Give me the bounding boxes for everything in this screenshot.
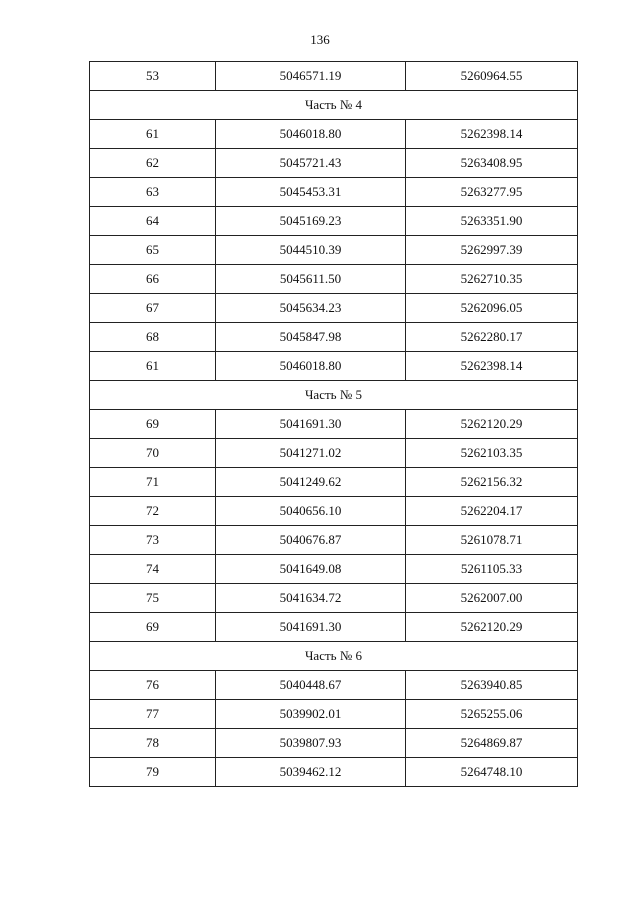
- table-row: [90, 526, 578, 555]
- y-coordinate-cell: 5262096.05: [406, 294, 578, 323]
- y-coordinate-cell: 5261105.33: [406, 555, 578, 584]
- table-row: [90, 62, 578, 91]
- y-coordinate-cell: 5262398.14: [406, 120, 578, 149]
- section-header-row: [90, 642, 578, 671]
- coordinates-table-body: [90, 62, 578, 787]
- table-row: [90, 178, 578, 207]
- point-number-cell: 77: [90, 700, 216, 729]
- y-coordinate-cell: 5262204.17: [406, 497, 578, 526]
- x-coordinate-cell: 5046571.19: [216, 62, 406, 91]
- table-row: [90, 294, 578, 323]
- point-number-cell: 75: [90, 584, 216, 613]
- x-coordinate-cell: 5046018.80: [216, 120, 406, 149]
- y-coordinate-cell: 5263940.85: [406, 671, 578, 700]
- y-coordinate-cell: 5263277.95: [406, 178, 578, 207]
- y-coordinate-cell: 5263408.95: [406, 149, 578, 178]
- x-coordinate-cell: 5041271.02: [216, 439, 406, 468]
- x-coordinate-cell: 5045634.23: [216, 294, 406, 323]
- table-row: [90, 120, 578, 149]
- section-header-row: [90, 91, 578, 120]
- y-coordinate-cell: 5262103.35: [406, 439, 578, 468]
- y-coordinate-cell: 5262710.35: [406, 265, 578, 294]
- x-coordinate-cell: 5041249.62: [216, 468, 406, 497]
- x-coordinate-cell: 5041691.30: [216, 410, 406, 439]
- y-coordinate-cell: 5261078.71: [406, 526, 578, 555]
- table-row: [90, 323, 578, 352]
- table-row: [90, 584, 578, 613]
- point-number-cell: 76: [90, 671, 216, 700]
- x-coordinate-cell: 5040676.87: [216, 526, 406, 555]
- point-number-cell: 67: [90, 294, 216, 323]
- table-row: [90, 671, 578, 700]
- coordinates-table: [89, 61, 578, 787]
- table-row: [90, 555, 578, 584]
- point-number-cell: 74: [90, 555, 216, 584]
- table-row: [90, 265, 578, 294]
- x-coordinate-cell: 5045453.31: [216, 178, 406, 207]
- x-coordinate-cell: 5045847.98: [216, 323, 406, 352]
- section-title: Часть № 6: [90, 642, 578, 671]
- table-row: [90, 207, 578, 236]
- x-coordinate-cell: 5046018.80: [216, 352, 406, 381]
- section-title: Часть № 5: [90, 381, 578, 410]
- table-row: [90, 236, 578, 265]
- point-number-cell: 62: [90, 149, 216, 178]
- x-coordinate-cell: 5045169.23: [216, 207, 406, 236]
- x-coordinate-cell: 5039902.01: [216, 700, 406, 729]
- section-title: Часть № 4: [90, 91, 578, 120]
- table-row: [90, 700, 578, 729]
- x-coordinate-cell: 5039462.12: [216, 758, 406, 787]
- page-number: 136: [310, 32, 330, 47]
- point-number-cell: 61: [90, 352, 216, 381]
- point-number-cell: 79: [90, 758, 216, 787]
- x-coordinate-cell: 5044510.39: [216, 236, 406, 265]
- point-number-cell: 78: [90, 729, 216, 758]
- point-number-cell: 64: [90, 207, 216, 236]
- table-row: [90, 149, 578, 178]
- x-coordinate-cell: 5045611.50: [216, 265, 406, 294]
- x-coordinate-cell: 5041634.72: [216, 584, 406, 613]
- y-coordinate-cell: 5263351.90: [406, 207, 578, 236]
- table-row: [90, 758, 578, 787]
- point-number-cell: 71: [90, 468, 216, 497]
- section-header-row: [90, 381, 578, 410]
- point-number-cell: 63: [90, 178, 216, 207]
- x-coordinate-cell: 5045721.43: [216, 149, 406, 178]
- y-coordinate-cell: 5262280.17: [406, 323, 578, 352]
- point-number-cell: 72: [90, 497, 216, 526]
- point-number-cell: 70: [90, 439, 216, 468]
- x-coordinate-cell: 5039807.93: [216, 729, 406, 758]
- x-coordinate-cell: 5041691.30: [216, 613, 406, 642]
- y-coordinate-cell: 5264748.10: [406, 758, 578, 787]
- x-coordinate-cell: 5040448.67: [216, 671, 406, 700]
- point-number-cell: 69: [90, 613, 216, 642]
- y-coordinate-cell: 5262007.00: [406, 584, 578, 613]
- table-row: [90, 410, 578, 439]
- point-number-cell: 53: [90, 62, 216, 91]
- table-row: [90, 352, 578, 381]
- point-number-cell: 73: [90, 526, 216, 555]
- x-coordinate-cell: 5040656.10: [216, 497, 406, 526]
- table-row: [90, 439, 578, 468]
- y-coordinate-cell: 5262120.29: [406, 613, 578, 642]
- y-coordinate-cell: 5262997.39: [406, 236, 578, 265]
- y-coordinate-cell: 5265255.06: [406, 700, 578, 729]
- point-number-cell: 65: [90, 236, 216, 265]
- table-row: [90, 613, 578, 642]
- point-number-cell: 66: [90, 265, 216, 294]
- table-row: [90, 468, 578, 497]
- x-coordinate-cell: 5041649.08: [216, 555, 406, 584]
- y-coordinate-cell: 5262120.29: [406, 410, 578, 439]
- table-row: [90, 729, 578, 758]
- y-coordinate-cell: 5260964.55: [406, 62, 578, 91]
- y-coordinate-cell: 5262156.32: [406, 468, 578, 497]
- point-number-cell: 68: [90, 323, 216, 352]
- y-coordinate-cell: 5262398.14: [406, 352, 578, 381]
- y-coordinate-cell: 5264869.87: [406, 729, 578, 758]
- point-number-cell: 61: [90, 120, 216, 149]
- table-row: [90, 497, 578, 526]
- point-number-cell: 69: [90, 410, 216, 439]
